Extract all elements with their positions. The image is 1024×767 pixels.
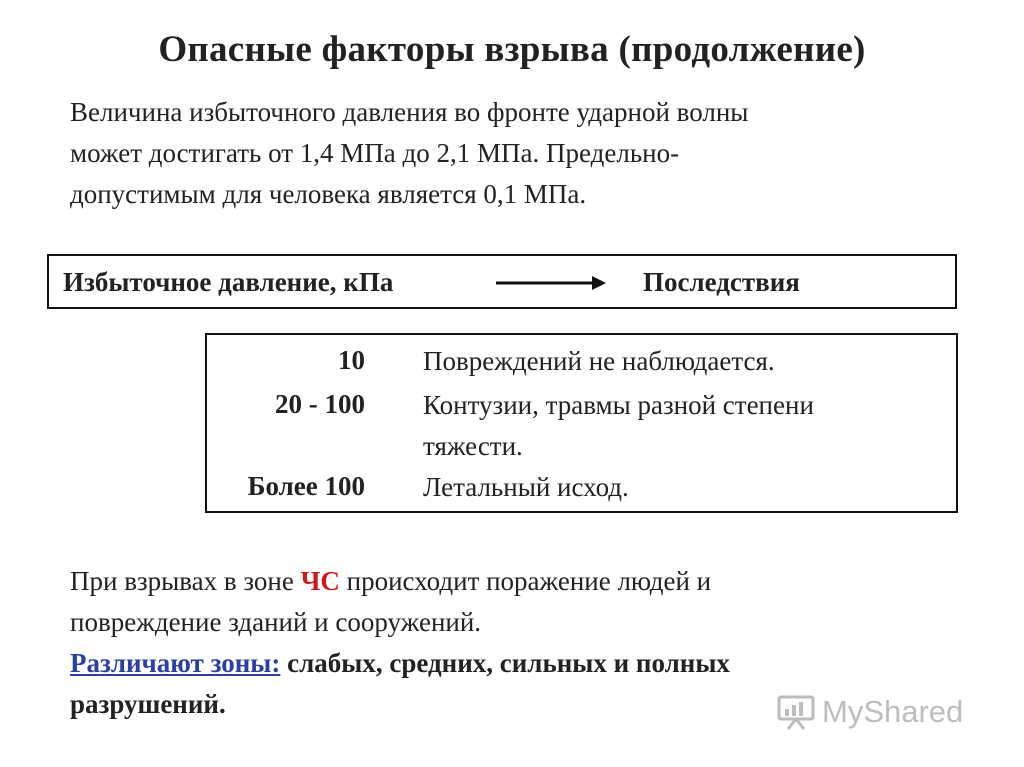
effect-line: тяжести. xyxy=(423,431,523,461)
effect-line: Повреждений не наблюдается. xyxy=(423,346,775,376)
right-arrow-icon xyxy=(496,272,606,294)
header-consequences-label: Последствия xyxy=(643,267,800,297)
effect-text xyxy=(423,385,943,467)
emergency-abbreviation: ЧС xyxy=(300,566,340,596)
myshared-watermark xyxy=(776,690,963,734)
effect-line: Летальный исход. xyxy=(423,472,629,502)
intro-line-1: Величина избыточного давления во фронте ударной волны xyxy=(70,97,749,127)
page-title: Опасные факторы взрыва (продолжение) xyxy=(158,29,866,70)
bottom-line-3 xyxy=(70,643,950,684)
effect-text xyxy=(423,467,943,508)
consequences-table xyxy=(205,333,958,513)
header-pressure-label: Избыточное давление, кПа xyxy=(63,267,394,297)
intro-paragraph xyxy=(70,92,970,215)
zones-list: слабых, средних, сильных и полных xyxy=(280,648,730,678)
effect-line: Контузии, травмы разной степени xyxy=(423,390,814,420)
bottom-line-1-start: При взрывах в зоне xyxy=(70,566,301,596)
pressure-value: Более 100 xyxy=(247,471,365,501)
pressure-header-box xyxy=(47,254,957,309)
bottom-line-1 xyxy=(70,561,950,602)
pressure-value: 10 xyxy=(338,345,365,375)
pressure-value: 20 - 100 xyxy=(275,389,365,419)
bottom-line-1-end: происходит поражение людей и xyxy=(339,566,712,596)
myshared-logo-icon xyxy=(776,692,816,732)
zones-link[interactable]: Различают зоны: xyxy=(70,648,281,678)
intro-line-2: может достигать от 1,4 МПа до 2,1 МПа. Предельно- xyxy=(70,138,680,168)
bottom-line-4: разрушений. xyxy=(70,689,226,719)
bottom-line-2: повреждение зданий и сооружений. xyxy=(70,607,482,637)
watermark-text: MyShared xyxy=(822,694,964,729)
effect-text xyxy=(423,341,943,382)
intro-line-3: допустимым для человека является 0,1 МПа. xyxy=(70,179,587,209)
